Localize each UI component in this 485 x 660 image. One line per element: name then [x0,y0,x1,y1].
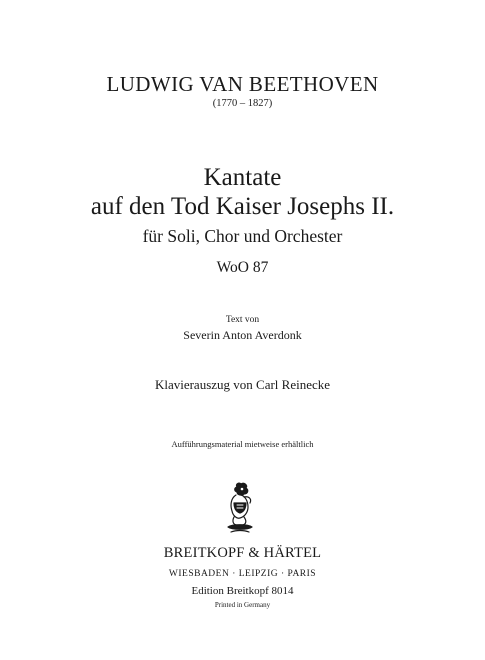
composer-name: LUDWIG VAN BEETHOVEN [106,72,379,96]
work-scoring: für Soli, Chor und Orchester [142,226,343,246]
rental-material-note: Aufführungsmaterial mietweise erhältlich [171,439,314,449]
printed-in-note: Printed in Germany [214,601,271,609]
publisher-name: BREITKOPF & HÄRTEL [163,545,322,561]
text-by-label: Text von [225,315,260,325]
catalog-number: WoO 87 [216,259,269,276]
breitkopf-bear-emblem-icon [222,481,258,537]
work-title-line-2: auf den Tod Kaiser Josephs II. [90,193,395,220]
publisher-cities: WIESBADEN · LEIPZIG · PARIS [168,569,317,579]
edition-number: Edition Breitkopf 8014 [191,585,294,597]
piano-reduction-credit: Klavierauszug von Carl Reinecke [154,377,331,392]
composer-dates: (1770 – 1827) [212,98,273,109]
work-title-line-1: Kantate [203,164,282,191]
text-author: Severin Anton Averdonk [183,328,302,342]
